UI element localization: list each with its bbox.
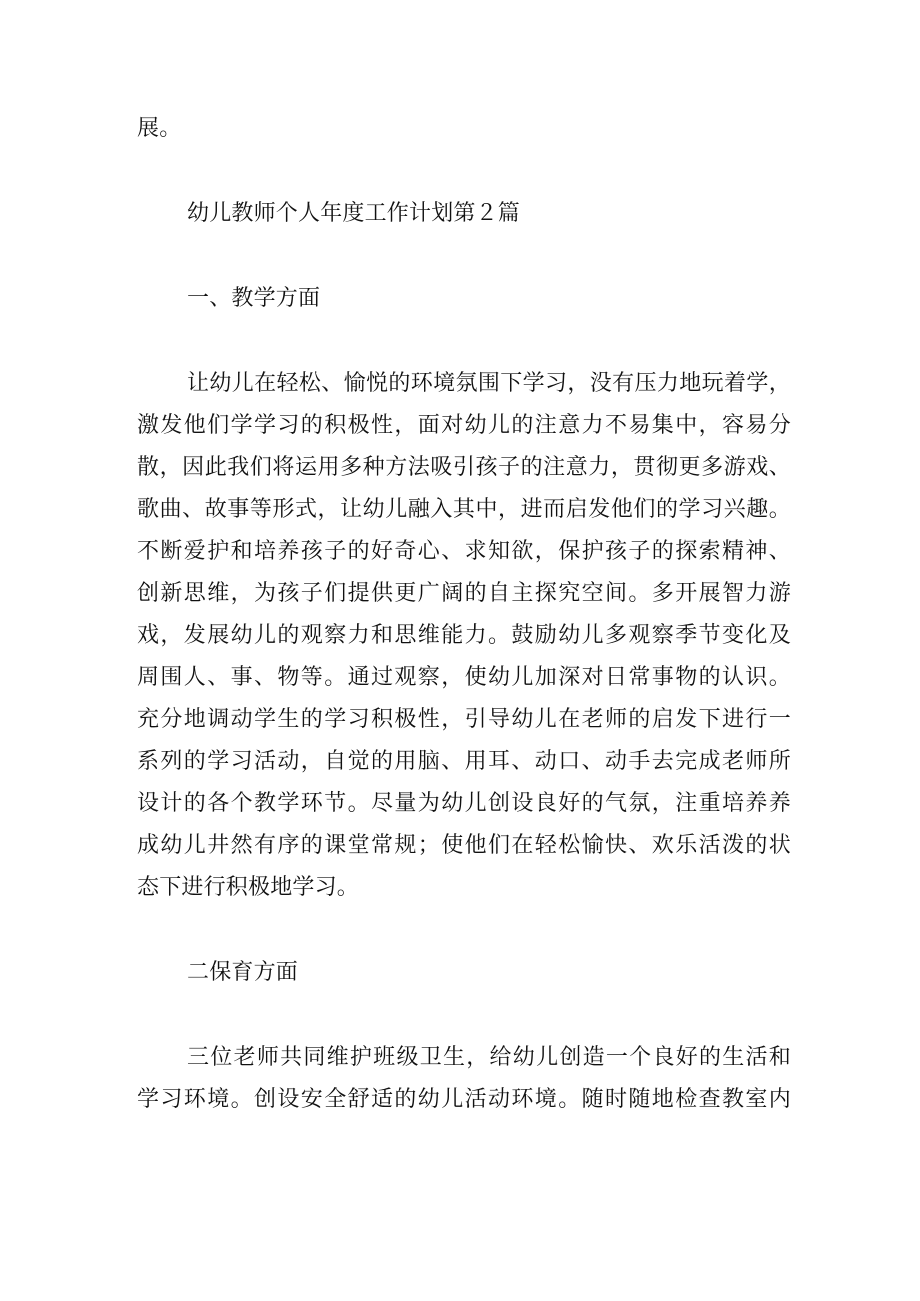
paragraph-line: 充分地调动学生的学习积极性，引导幼儿在老师的启发下进行一 bbox=[137, 707, 791, 732]
paragraph-line: 系列的学习活动，自觉的用脑、用耳、动口、动手去完成老师所 bbox=[137, 749, 791, 774]
section-heading-teaching: 一、教学方面 bbox=[187, 286, 321, 311]
paragraph-line: 设计的各个教学环节。尽量为幼儿创设良好的气氛，注重培养养 bbox=[137, 791, 791, 816]
paragraph-line: 散，因此我们将运用多种方法吸引孩子的注意力，贯彻更多游戏、 bbox=[137, 455, 791, 480]
paragraph-line: 成幼儿井然有序的课堂常规；使他们在轻松愉快、欢乐活泼的状 bbox=[137, 833, 791, 858]
document-title: 幼儿教师个人年度工作计划第２篇 bbox=[187, 201, 521, 226]
paragraph-line: 激发他们学学习的积极性，面对幼儿的注意力不易集中，容易分 bbox=[137, 413, 791, 438]
paragraph-line: 让幼儿在轻松、愉悦的环境氛围下学习，没有压力地玩着学， bbox=[187, 371, 791, 396]
paragraph-line: 歌曲、故事等形式，让幼儿融入其中，进而启发他们的学习兴趣。 bbox=[137, 497, 791, 522]
paragraph-line: 学习环境。创设安全舒适的幼儿活动环境。随时随地检查教室内 bbox=[137, 1087, 791, 1112]
paragraph-line: 周围人、事、物等。通过观察，使幼儿加深对日常事物的认识。 bbox=[137, 665, 791, 690]
paragraph-line: 三位老师共同维护班级卫生，给幼儿创造一个良好的生活和 bbox=[187, 1045, 791, 1070]
paragraph-line: 不断爱护和培养孩子的好奇心、求知欲，保护孩子的探索精神、 bbox=[137, 539, 791, 564]
paragraph-line: 戏，发展幼儿的观察力和思维能力。鼓励幼儿多观察季节变化及 bbox=[137, 623, 791, 648]
paragraph-line: 创新思维，为孩子们提供更广阔的自主探究空间。多开展智力游 bbox=[137, 581, 791, 606]
continued-text: 展。 bbox=[137, 116, 182, 141]
paragraph-line: 态下进行积极地学习。 bbox=[137, 875, 360, 900]
section-heading-care: 二保育方面 bbox=[187, 960, 299, 985]
